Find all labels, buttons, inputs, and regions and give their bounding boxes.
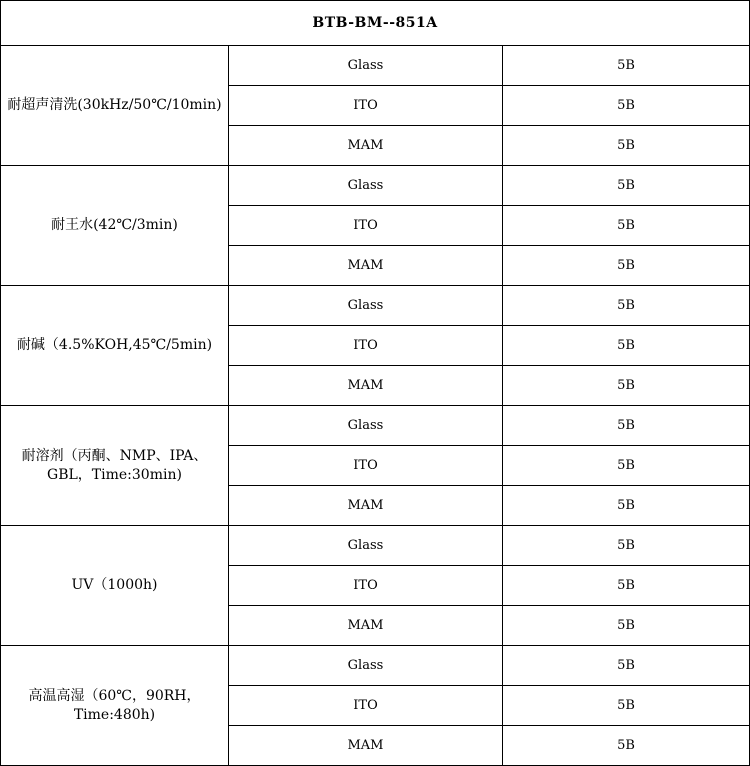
- grade-cell: 5B: [503, 326, 750, 366]
- grade-cell: 5B: [503, 526, 750, 566]
- table-row: [1, 46, 750, 86]
- substrate-cell: ITO: [229, 326, 503, 366]
- substrate-cell: ITO: [229, 686, 503, 726]
- substrate-cell: MAM: [229, 486, 503, 526]
- substrate-cell: Glass: [229, 46, 503, 86]
- substrate-cell: ITO: [229, 566, 503, 606]
- grade-cell: 5B: [503, 646, 750, 686]
- substrate-cell: Glass: [229, 406, 503, 446]
- table-row: [1, 406, 750, 446]
- test-condition-cell: 高温高湿（60℃，90RH，Time:480h): [1, 646, 229, 766]
- grade-cell: 5B: [503, 486, 750, 526]
- table-row: [1, 526, 750, 566]
- substrate-cell: Glass: [229, 526, 503, 566]
- grade-cell: 5B: [503, 366, 750, 406]
- substrate-cell: ITO: [229, 86, 503, 126]
- substrate-cell: MAM: [229, 246, 503, 286]
- test-condition-cell: 耐溶剂（丙酮、NMP、IPA、GBL，Time:30min): [1, 406, 229, 526]
- substrate-cell: MAM: [229, 606, 503, 646]
- table-row: [1, 166, 750, 206]
- substrate-cell: ITO: [229, 206, 503, 246]
- test-condition-cell: UV（1000h): [1, 526, 229, 646]
- test-condition-cell: 耐碱（4.5%KOH,45℃/5min): [1, 286, 229, 406]
- grade-cell: 5B: [503, 686, 750, 726]
- grade-cell: 5B: [503, 726, 750, 766]
- substrate-cell: Glass: [229, 646, 503, 686]
- substrate-cell: MAM: [229, 726, 503, 766]
- grade-cell: 5B: [503, 206, 750, 246]
- table-title: BTB-BM--851A: [1, 1, 750, 46]
- grade-cell: 5B: [503, 446, 750, 486]
- grade-cell: 5B: [503, 126, 750, 166]
- grade-cell: 5B: [503, 606, 750, 646]
- grade-cell: 5B: [503, 46, 750, 86]
- grade-cell: 5B: [503, 246, 750, 286]
- substrate-cell: ITO: [229, 446, 503, 486]
- substrate-cell: Glass: [229, 166, 503, 206]
- grade-cell: 5B: [503, 86, 750, 126]
- substrate-cell: MAM: [229, 126, 503, 166]
- grade-cell: 5B: [503, 406, 750, 446]
- title-row: [1, 1, 750, 46]
- grade-cell: 5B: [503, 166, 750, 206]
- table-row: [1, 286, 750, 326]
- grade-cell: 5B: [503, 286, 750, 326]
- table-row: [1, 646, 750, 686]
- substrate-cell: MAM: [229, 366, 503, 406]
- grade-cell: 5B: [503, 566, 750, 606]
- test-condition-cell: 耐超声清洗(30kHz/50℃/10min): [1, 46, 229, 166]
- test-condition-cell: 耐王水(42℃/3min): [1, 166, 229, 286]
- substrate-cell: Glass: [229, 286, 503, 326]
